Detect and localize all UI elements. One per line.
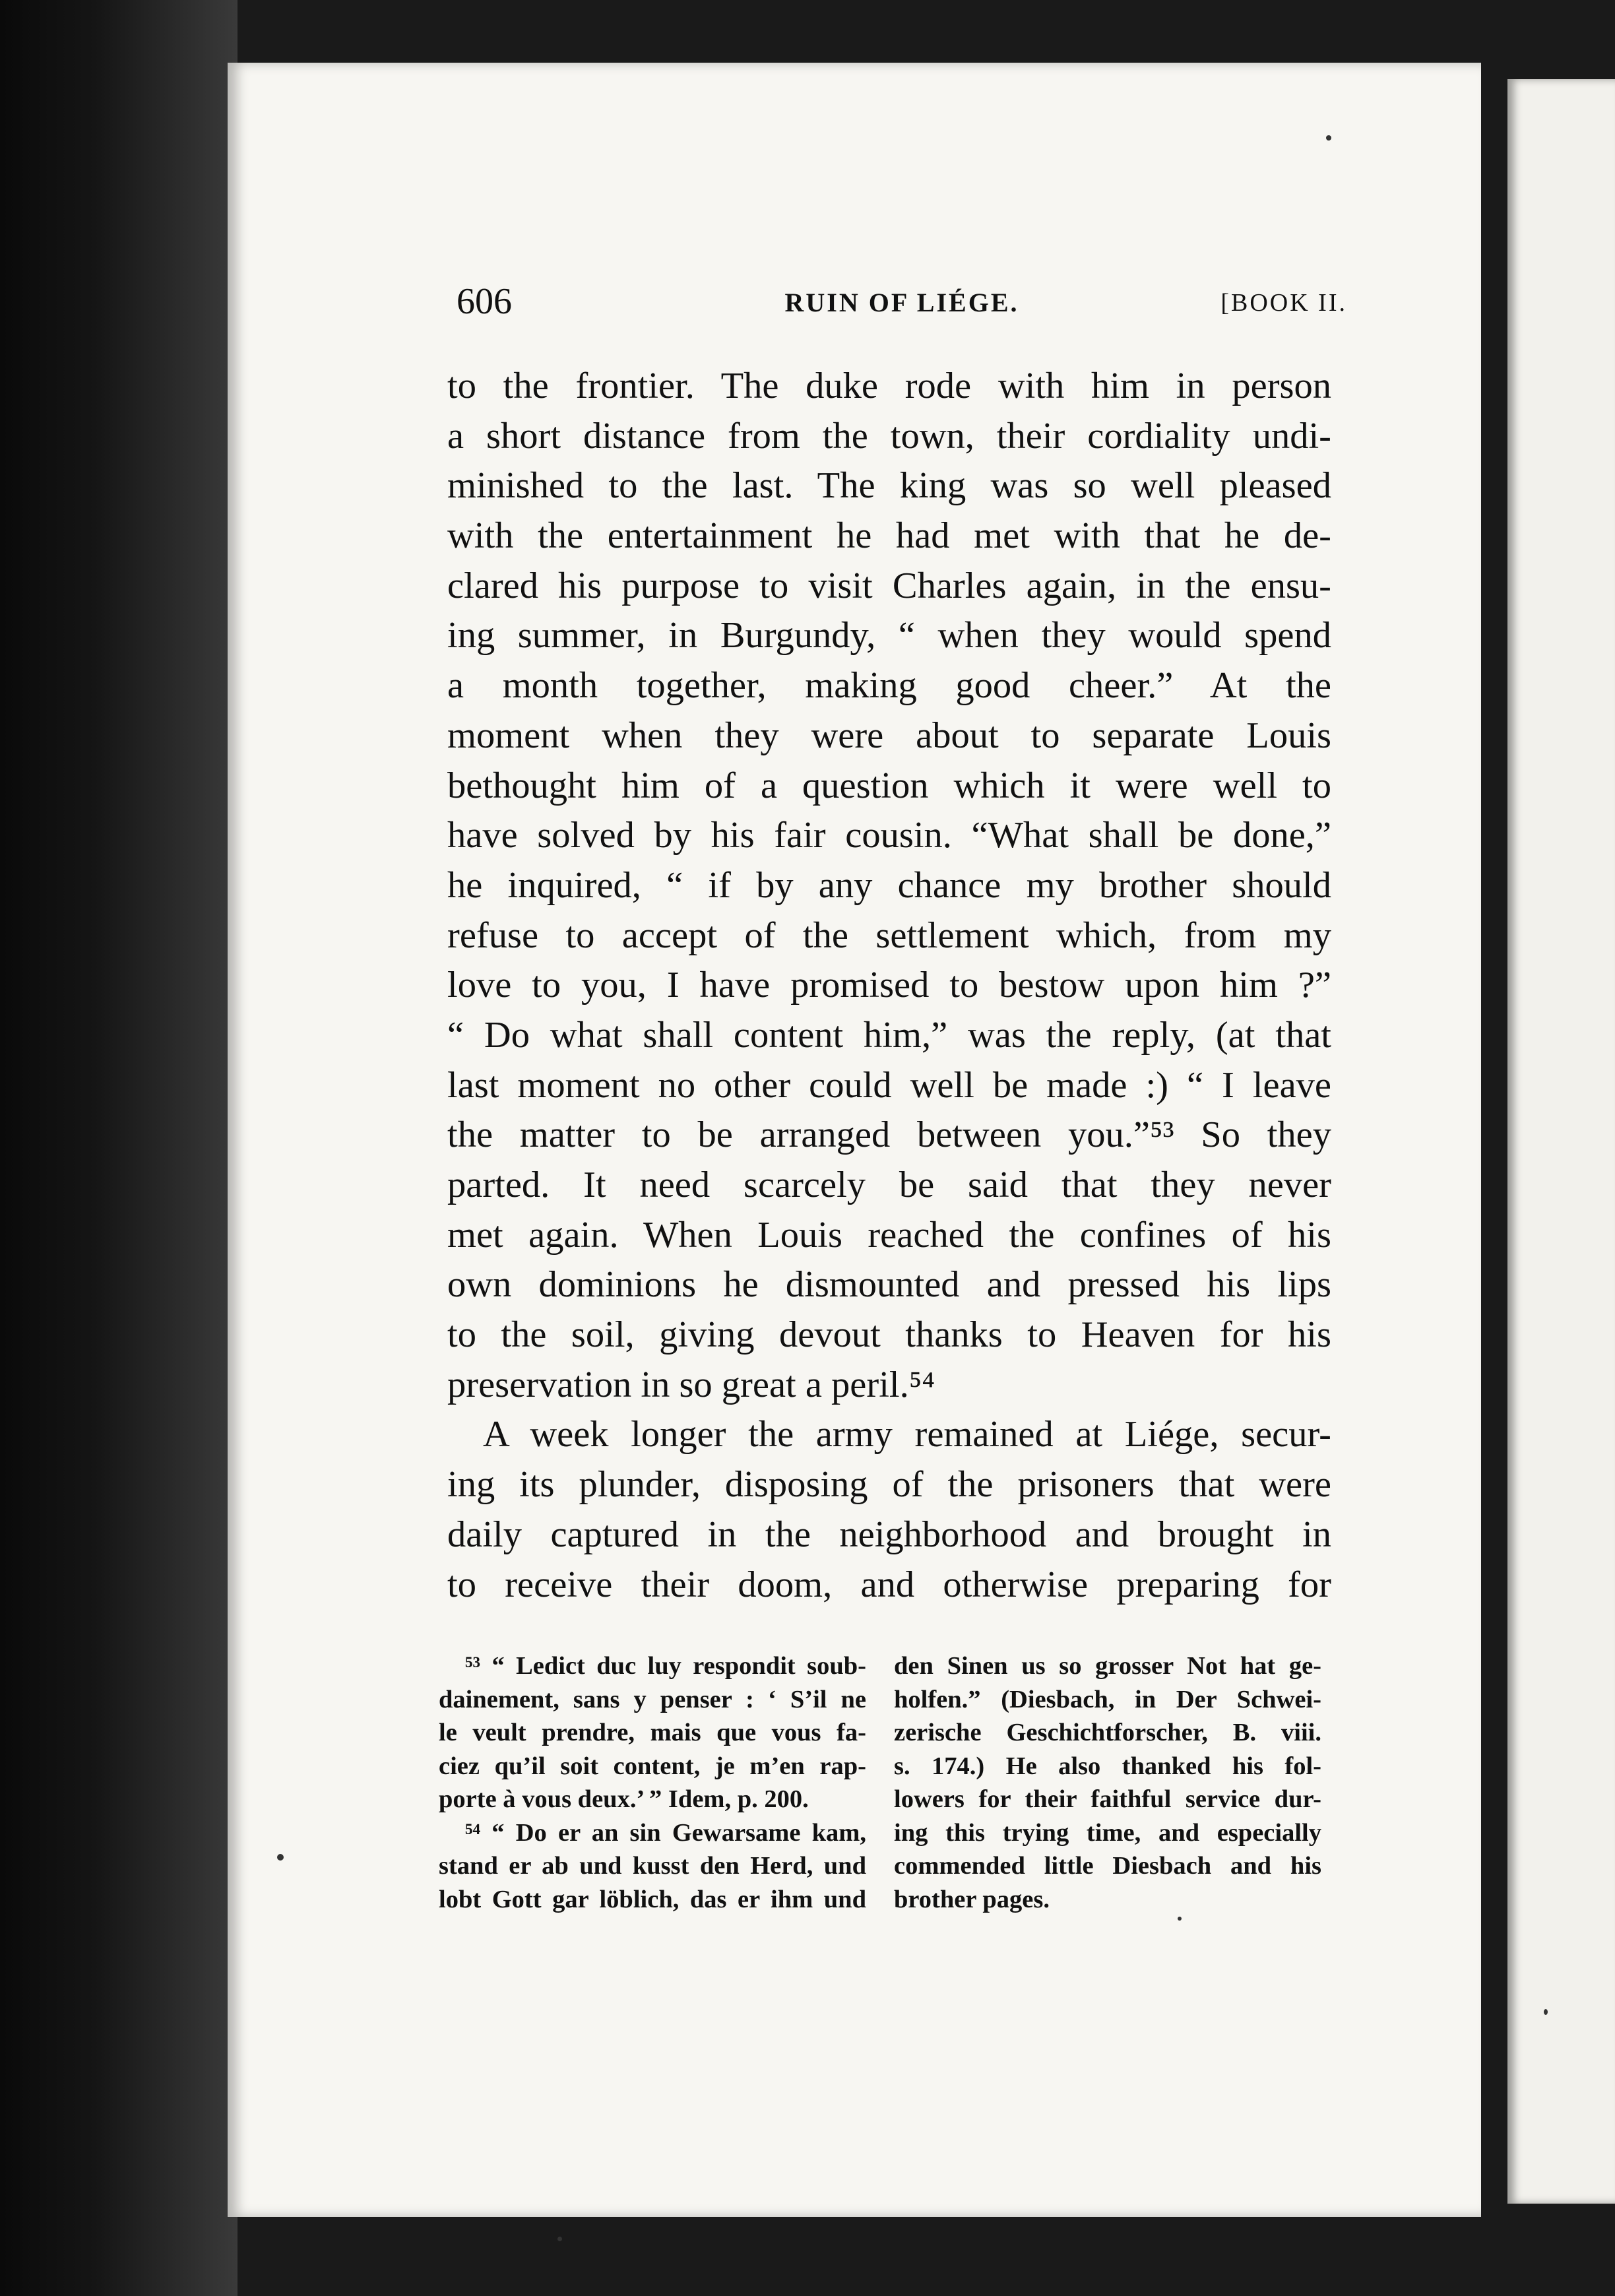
text-line: to the soil, giving devout thanks to Heaven for his <box>447 1314 1331 1356</box>
text-line: bethought him of a question which it were well to <box>447 765 1331 806</box>
text-line: a short distance from the town, their cordiality undi- <box>447 415 1331 457</box>
text-line: clared his purpose to visit Charles again, in the ensu- <box>447 565 1331 606</box>
footnote-line: ⁵⁴ “ Do er an sin Gewarsame kam, <box>465 1818 866 1847</box>
running-title: RUIN OF LIÉGE. <box>784 288 1019 317</box>
text-line: a month together, making good cheer.” At the <box>447 665 1331 707</box>
text-line: he inquired, “ if by any chance my brother should <box>447 864 1331 906</box>
footnote-line: ciez qu’il soit content, je m’en rap- <box>439 1752 866 1780</box>
footnote-line: commended little Diesbach and his <box>894 1852 1321 1880</box>
page-header <box>457 280 1347 333</box>
scan-speck <box>557 2237 562 2241</box>
footnote-line: holfen.” (Diesbach, in Der Schwei- <box>894 1685 1321 1713</box>
body-text <box>447 362 1331 1610</box>
text-line: daily captured in the neighborhood and brought in <box>447 1514 1331 1555</box>
footnote-column-left <box>439 1649 866 1916</box>
text-line: met again. When Louis reached the confines of his <box>447 1214 1331 1256</box>
scan-speck <box>1326 135 1331 141</box>
footnote-line: brother pages. <box>894 1885 1050 1913</box>
text-line: the matter to be arranged between you.”⁵³ So they <box>447 1114 1331 1156</box>
text-line: ing summer, in Burgundy, “ when they would spend <box>447 615 1331 656</box>
footnote-line: lowers for their faithful service dur- <box>894 1785 1321 1813</box>
text-line: have solved by his fair cousin. “What shall be done,” <box>447 815 1331 856</box>
footnote-line: ⁵³ “ Ledict duc luy respondit soub- <box>465 1652 866 1680</box>
footnote-line: stand er ab und kusst den Herd, und <box>439 1852 866 1880</box>
text-line: to receive their doom, and otherwise preparing for <box>447 1564 1331 1605</box>
book-spine-shadow <box>0 0 238 2296</box>
scan-speck <box>1178 1917 1182 1921</box>
text-line: last moment no other could well be made :) “ I leave <box>447 1064 1331 1106</box>
text-line: parted. It need scarcely be said that they never <box>447 1164 1331 1205</box>
text-line: preservation in so great a peril.⁵⁴ <box>447 1364 935 1405</box>
footnote-line: dainement, sans y penser : ‘ S’il ne <box>439 1685 866 1713</box>
text-line: love to you, I have promised to bestow upon him ?” <box>447 965 1331 1006</box>
text-line: moment when they were about to separate Louis <box>447 715 1331 756</box>
footnote-line: le veult prendre, mais que vous fa- <box>439 1719 866 1746</box>
footnote-line: porte à vous deux.’ ” Idem, p. 200. <box>439 1785 809 1813</box>
footnote-line: ing this trying time, and especially <box>894 1818 1321 1847</box>
text-line: own dominions he dismounted and pressed his lips <box>447 1264 1331 1306</box>
footnote-column-right <box>894 1649 1321 1916</box>
paragraph-start-line: A week longer the army remained at Liége, secur- <box>483 1414 1331 1455</box>
text-line: to the frontier. The duke rode with him in person <box>447 366 1331 406</box>
facing-page-edge <box>1507 79 1615 2204</box>
text-line: minished to the last. The king was so well pleased <box>447 465 1331 507</box>
footnote-line: s. 174.) He also thanked his fol- <box>894 1752 1321 1780</box>
footnote-line: zerische Geschichtforscher, B. viii. <box>894 1719 1321 1746</box>
page-number: 606 <box>457 281 512 322</box>
scan-speck <box>1544 2009 1548 2015</box>
text-line: refuse to accept of the settlement which, from my <box>447 914 1331 956</box>
text-line: with the entertainment he had met with that he de- <box>447 515 1331 557</box>
footnote-line: lobt Gott gar löblich, das er ihm und <box>439 1885 866 1913</box>
text-line: ing its plunder, disposing of the prisoners that were <box>447 1464 1331 1506</box>
text-line: “ Do what shall content him,” was the reply, (at that <box>447 1014 1331 1056</box>
book-reference: [BOOK II. <box>1220 289 1347 317</box>
scan-speck <box>277 1854 284 1861</box>
footnote-line: den Sinen us so grosser Not hat ge- <box>894 1652 1321 1680</box>
